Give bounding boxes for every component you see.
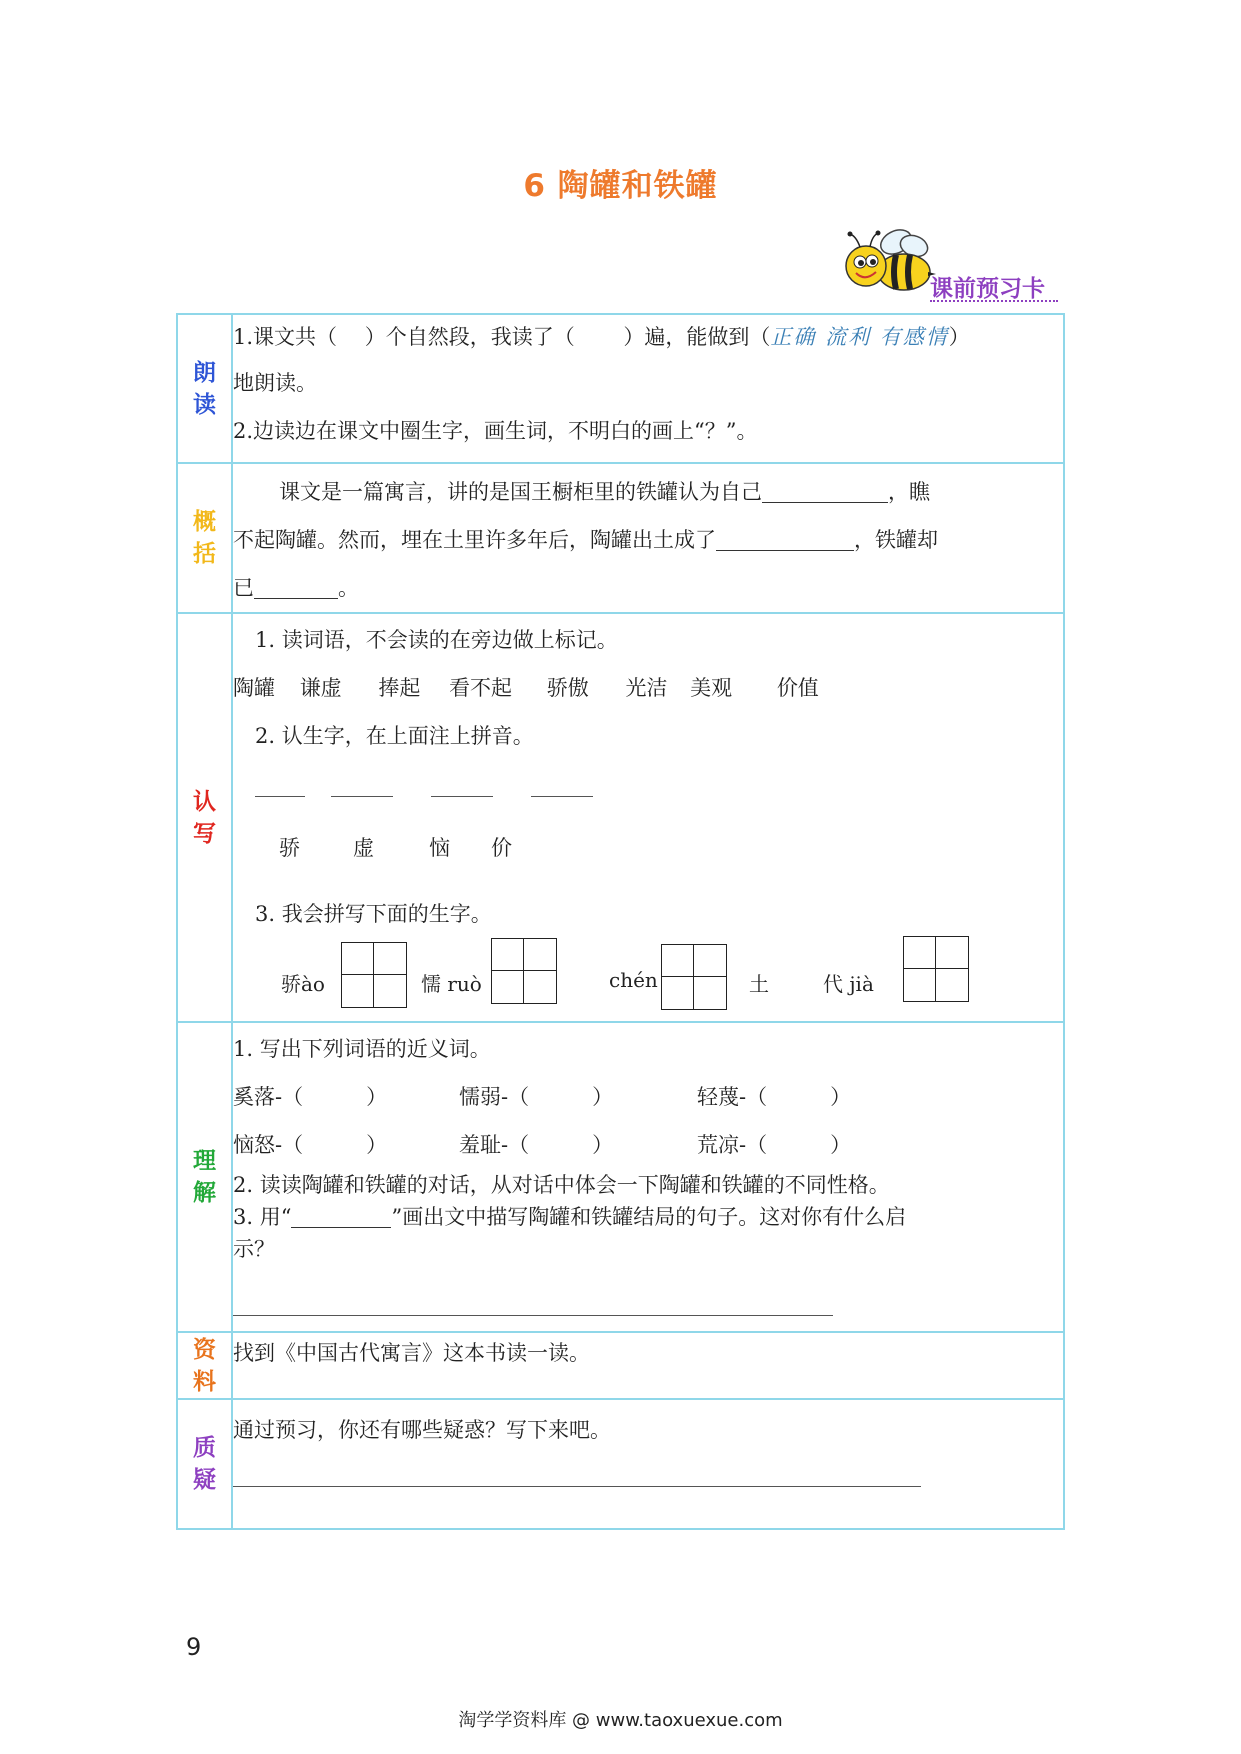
bee-icon xyxy=(838,228,938,300)
word-item: 价值 xyxy=(776,676,819,700)
section-summary xyxy=(177,463,1064,613)
synonym-item: 奚落-（ ） xyxy=(233,1085,388,1109)
word-list xyxy=(233,664,1063,712)
section-label-write: 认 写 xyxy=(177,613,232,1022)
pinyin-blanks xyxy=(233,760,1063,820)
tianzi-grid[interactable] xyxy=(491,938,557,1004)
synonym-item: 恼怒-（ ） xyxy=(233,1133,388,1157)
reading-options: 正确 流利 有感情 xyxy=(770,325,949,349)
tianzi-grid[interactable] xyxy=(903,936,969,1002)
card-label-underline xyxy=(930,300,1058,302)
pinyin-prompt: chén xyxy=(609,968,658,992)
char-item: 虚 xyxy=(353,836,374,860)
answer-line[interactable] xyxy=(233,1315,833,1316)
pinyin-prompt: 代 jià xyxy=(823,972,874,996)
understand-q2: 2. 读读陶罐和铁罐的对话，从对话中体会一下陶罐和铁罐的不同性格。 xyxy=(233,1173,890,1197)
write-q3: 3. 我会拼写下面的生字。 xyxy=(255,902,492,926)
summary-blank-3[interactable] xyxy=(254,572,338,599)
understand-q3: 3. 用“ ”画出文中描写陶罐和铁罐结局的句子。这对你有什么启 xyxy=(233,1201,1063,1233)
lesson-title: 6 陶罐和铁罐 xyxy=(523,168,718,204)
page-number: 9 xyxy=(186,1633,202,1661)
preview-card-label: 课前预习卡 xyxy=(930,276,1045,302)
section-read xyxy=(177,314,1064,463)
word-item: 光洁 xyxy=(625,676,668,700)
read-line-2: 地朗读。 xyxy=(233,371,317,395)
section-material xyxy=(177,1332,1064,1399)
section-question xyxy=(177,1399,1064,1529)
question-text: 通过预习，你还有哪些疑惑？写下来吧。 xyxy=(233,1418,611,1442)
synonym-item: 荒凉-（ ） xyxy=(697,1133,852,1157)
write-q2: 2. 认生字，在上面注上拼音。 xyxy=(255,724,534,748)
material-text: 找到《中国古代寓言》这本书读一读。 xyxy=(233,1341,590,1365)
understand-q3-cont: 示？ xyxy=(233,1237,275,1261)
summary-blank-1[interactable] xyxy=(762,476,888,503)
footer-watermark: 淘学学资料库 @ www.taoxuexue.com xyxy=(458,1710,783,1731)
section-label-material: 资 料 xyxy=(177,1332,232,1399)
pinyin-blank[interactable] xyxy=(431,796,493,797)
section-label-question: 质 疑 xyxy=(177,1399,232,1529)
pinyin-blank[interactable] xyxy=(531,796,593,797)
summary-line-3: 已 。 xyxy=(233,564,1063,612)
word-item: 看不起 xyxy=(449,676,513,700)
char-item: 恼 xyxy=(429,836,450,860)
section-write xyxy=(177,613,1064,1022)
summary-blank-2[interactable] xyxy=(716,524,854,551)
synonym-item: 懦弱-（ ） xyxy=(459,1085,614,1109)
read-line-3: 2.边读边在课文中圈生字，画生词，不明白的画上“？”。 xyxy=(233,419,758,443)
pinyin-blank[interactable] xyxy=(255,796,305,797)
word-item: 谦虚 xyxy=(299,676,342,700)
pinyin-prompt: 懦 ruò xyxy=(421,972,482,996)
pinyin-prompt: 骄ào xyxy=(281,972,325,996)
tianzi-grid[interactable] xyxy=(341,942,407,1008)
char-item: 骄 xyxy=(279,836,300,860)
preview-worksheet xyxy=(176,313,1065,1530)
word-item: 骄傲 xyxy=(546,676,589,700)
tianzi-grid[interactable] xyxy=(661,944,727,1010)
section-understand xyxy=(177,1022,1064,1332)
understand-q1: 1. 写出下列词语的近义词。 xyxy=(233,1037,491,1061)
word-item: 美观 xyxy=(690,676,733,700)
synonym-row-2 xyxy=(233,1121,1063,1169)
char-item: 价 xyxy=(491,836,512,860)
summary-line-1: 课文是一篇寓言，讲的是国王橱柜里的铁罐认为自己 ，瞧 xyxy=(233,468,1063,516)
section-label-summary: 概 括 xyxy=(177,463,232,613)
word-item: 捧起 xyxy=(378,676,421,700)
section-label-read: 朗 读 xyxy=(177,314,232,463)
read-line-1: 1.课文共（ ）个自然段，我读了（ ）遍，能做到（正确 流利 有感情） xyxy=(233,325,970,349)
answer-line[interactable] xyxy=(233,1486,921,1487)
synonym-item: 轻蔑-（ ） xyxy=(697,1085,852,1109)
new-characters xyxy=(233,820,1063,876)
section-label-understand: 理 解 xyxy=(177,1022,232,1332)
write-q1: 1. 读词语，不会读的在旁边做上标记。 xyxy=(255,628,618,652)
spelling-grid-row xyxy=(233,938,1063,1012)
synonym-item: 羞耻-（ ） xyxy=(459,1133,614,1157)
word-item: 陶罐 xyxy=(233,676,275,700)
pinyin-blank[interactable] xyxy=(331,796,393,797)
summary-line-2: 不起陶罐。然而，埋在土里许多年后，陶罐出土成了 ，铁罐却 xyxy=(233,516,1063,564)
underline-sample xyxy=(291,1201,391,1228)
pinyin-prompt: 土 xyxy=(749,972,769,996)
synonym-row-1 xyxy=(233,1073,1063,1121)
